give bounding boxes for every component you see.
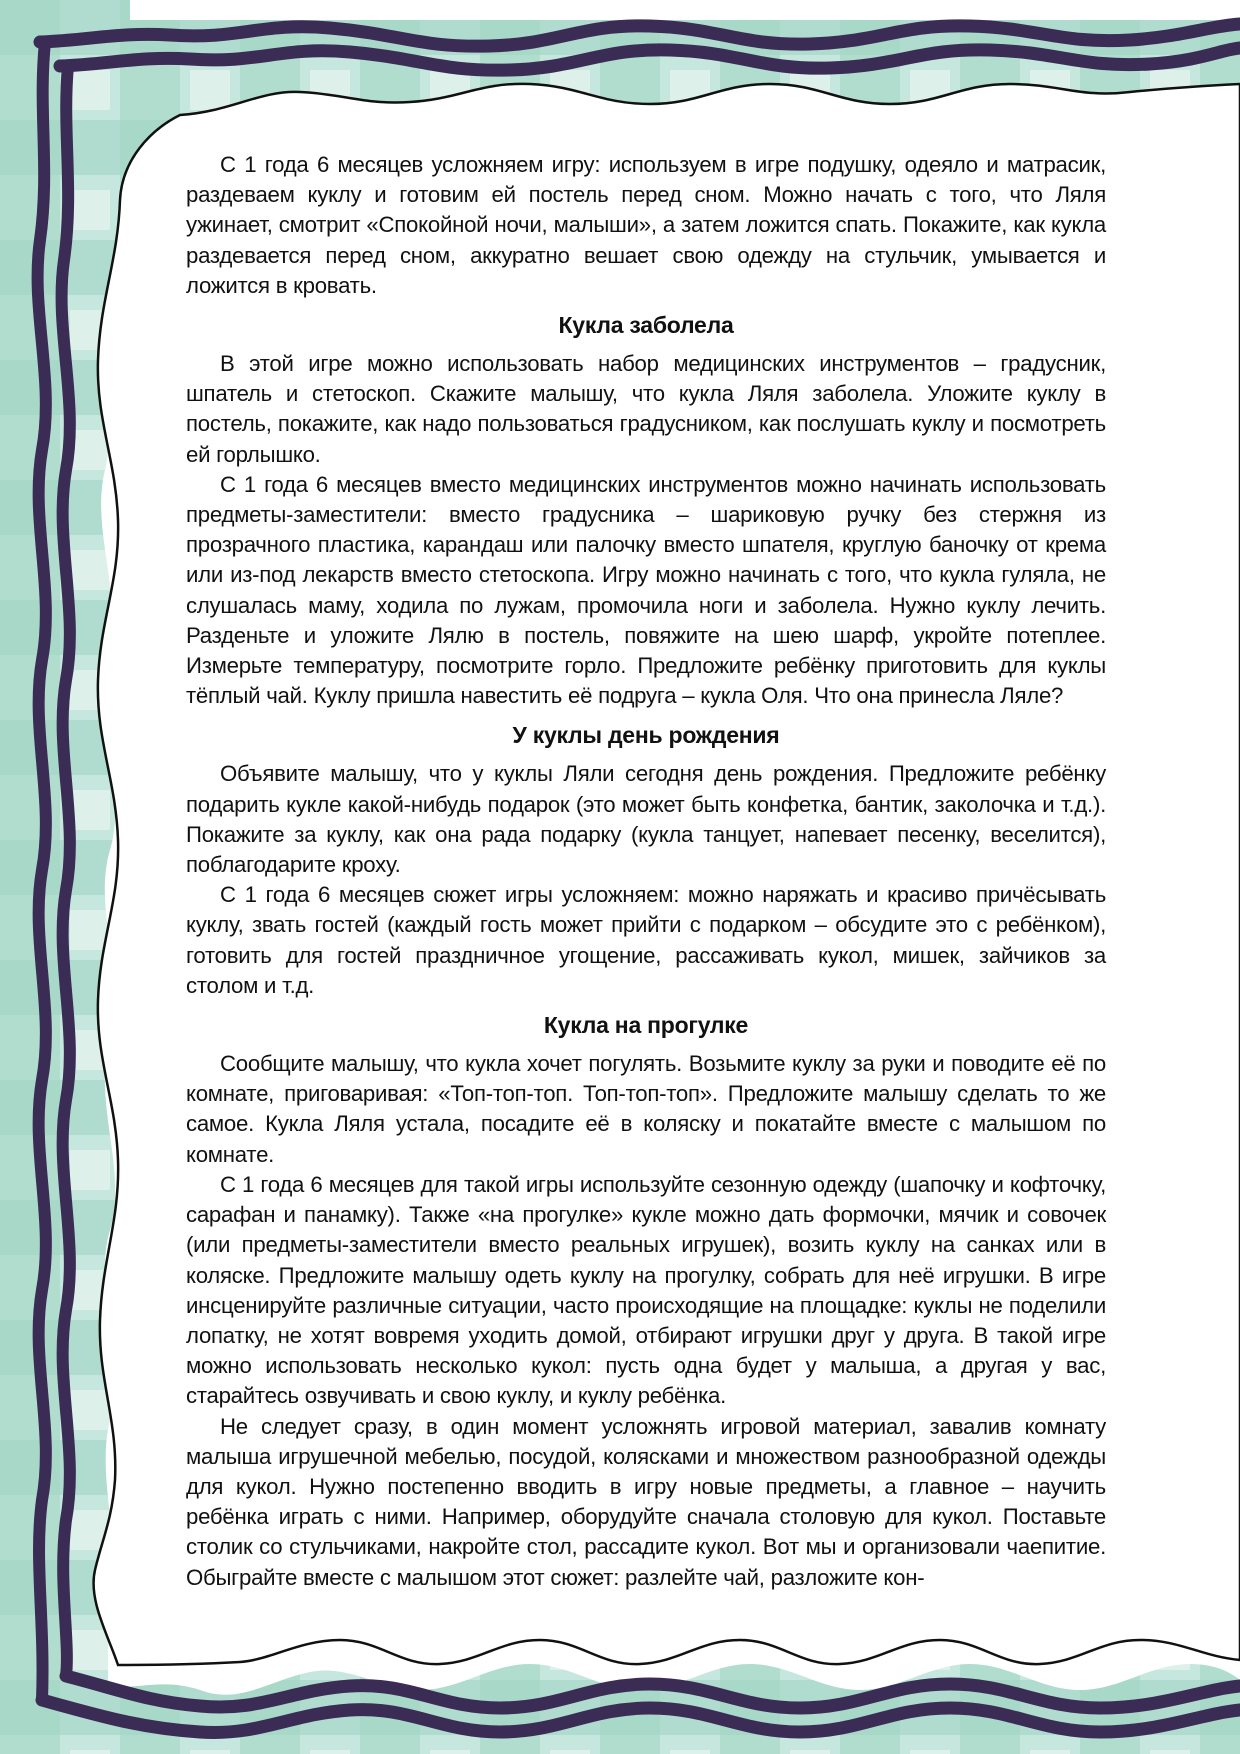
paragraph: С 1 года 6 месяцев сюжет игры усложняем: можно наряжать и красиво причёсывать куклу, звать гостей (каждый гость может прийти с подарком – обсудите это с ребёнком), готовить для гостей праздничное угощение, рассаживать кукол, мишек, зайчиков за столом и т.д.	[186, 882, 1106, 998]
section-heading: Кукла заболела	[558, 312, 734, 339]
section-doll-walk	[186, 1010, 1106, 1593]
paragraph: Объявите малышу, что у куклы Ляли сегодня день рождения. Предложите ребёнку подарить кукле какой-нибудь подарок (это может быть конфетка, бантик, заколочка и т.д.). Покажите за куклу, как она рада подарку (кукла танцует, напевает песенку, веселится), поблагодарите кроху.	[186, 761, 1106, 878]
paragraph: С 1 года 6 месяцев усложняем игру: используем в игре подушку, одеяло и матрасик, раздеваем куклу и готовим ей постель перед сном. Можно начать с того, что Ляля ужинает, смотрит «Спокойной ночи, малыши», а затем ложится спать. Покажите, как кукла раздевается перед сном, аккуратно вешает свою одежду на стульчик, умывается и ложится в кровать.	[186, 152, 1106, 298]
paragraph: С 1 года 6 месяцев вместо медицинских инструментов можно начинать использовать предметы-заместители: вместо градусника – шариковую ручку без стержня из прозрачного пластика, карандаш или палочку вместо шпателя, круглую баночку от крема или из-под лекарств вместо стетоскопа. Игру можно начинать с того, что кукла гуляла, не слушалась маму, ходила по лужам, промочила ноги и заболела. Нужно куклу лечить. Разденьте и уложите Лялю в постель, повяжите на шею шарф, укройте потеплее. Измерьте температуру, посмотрите горло. Предложите ребёнку приготовить для куклы тёплый чай. Куклу пришла навестить её подруга – кукла Оля. Что она принесла Ляле?	[186, 471, 1106, 709]
section-heading: Кукла на прогулке	[543, 1012, 749, 1039]
paragraph: В этой игре можно использовать набор медицинских инструментов – градусник, шпатель и стетоскоп. Скажите малышу, что кукла Ляля заболела. Уложите куклу в постель, покажите, как надо пользоваться градусником, как послушать куклу и посмотреть ей горлышко.	[186, 351, 1106, 467]
section-heading: У куклы день рождения	[512, 722, 780, 749]
section-doll-birthday	[186, 720, 1106, 1001]
article-body	[186, 150, 1106, 1593]
paragraph: Сообщите малышу, что кукла хочет погулять. Возьмите куклу за руки и поводите её по комнате, приговаривая: «Топ-топ-топ. Топ-топ-топ». Предложите малышу сделать то же самое. Кукла Ляля устала, посадите её в коляску и покатайте вместе с малышом по комнате.	[186, 1051, 1106, 1167]
section-doll-is-sick	[186, 310, 1106, 711]
paragraph: Не следует сразу, в один момент усложнять игровой материал, завалив комнату малыша игрушечной мебелью, посудой, колясками и множеством разнообразной одежды для кукол. Нужно постепенно вводить в игру новые предметы, а главное – научить ребёнка играть с ними. Например, оборудуйте сначала столовую для кукол. Поставьте столик со стульчиками, накройте стол, рассадите кукол. Вот мы и организовали чаепитие. Обыграйте вместе с малышом этот сюжет: разлейте чай, разложите кон-	[186, 1413, 1106, 1590]
section-intro	[186, 150, 1106, 301]
paragraph: С 1 года 6 месяцев для такой игры используйте сезонную одежду (шапочку и кофточку, сарафан и панамку). Также «на прогулке» кукле можно дать формочки, мячик и совочек (или предметы-заместители вместо реальных игрушек), возить куклу на санках или в коляске. Предложите малышу одеть куклу на прогулку, собрать для неё игрушки. В игре инсценируйте различные ситуации, часто происходящие на площадке: куклы не поделили лопатку, не хотят вовремя уходить домой, отбирают игрушки друг у друга. В такой игре можно использовать несколько кукол: пусть одна будет у малыша, а другая у вас, старайтесь озвучивать и свою куклу, и куклу ребёнка.	[186, 1171, 1106, 1409]
